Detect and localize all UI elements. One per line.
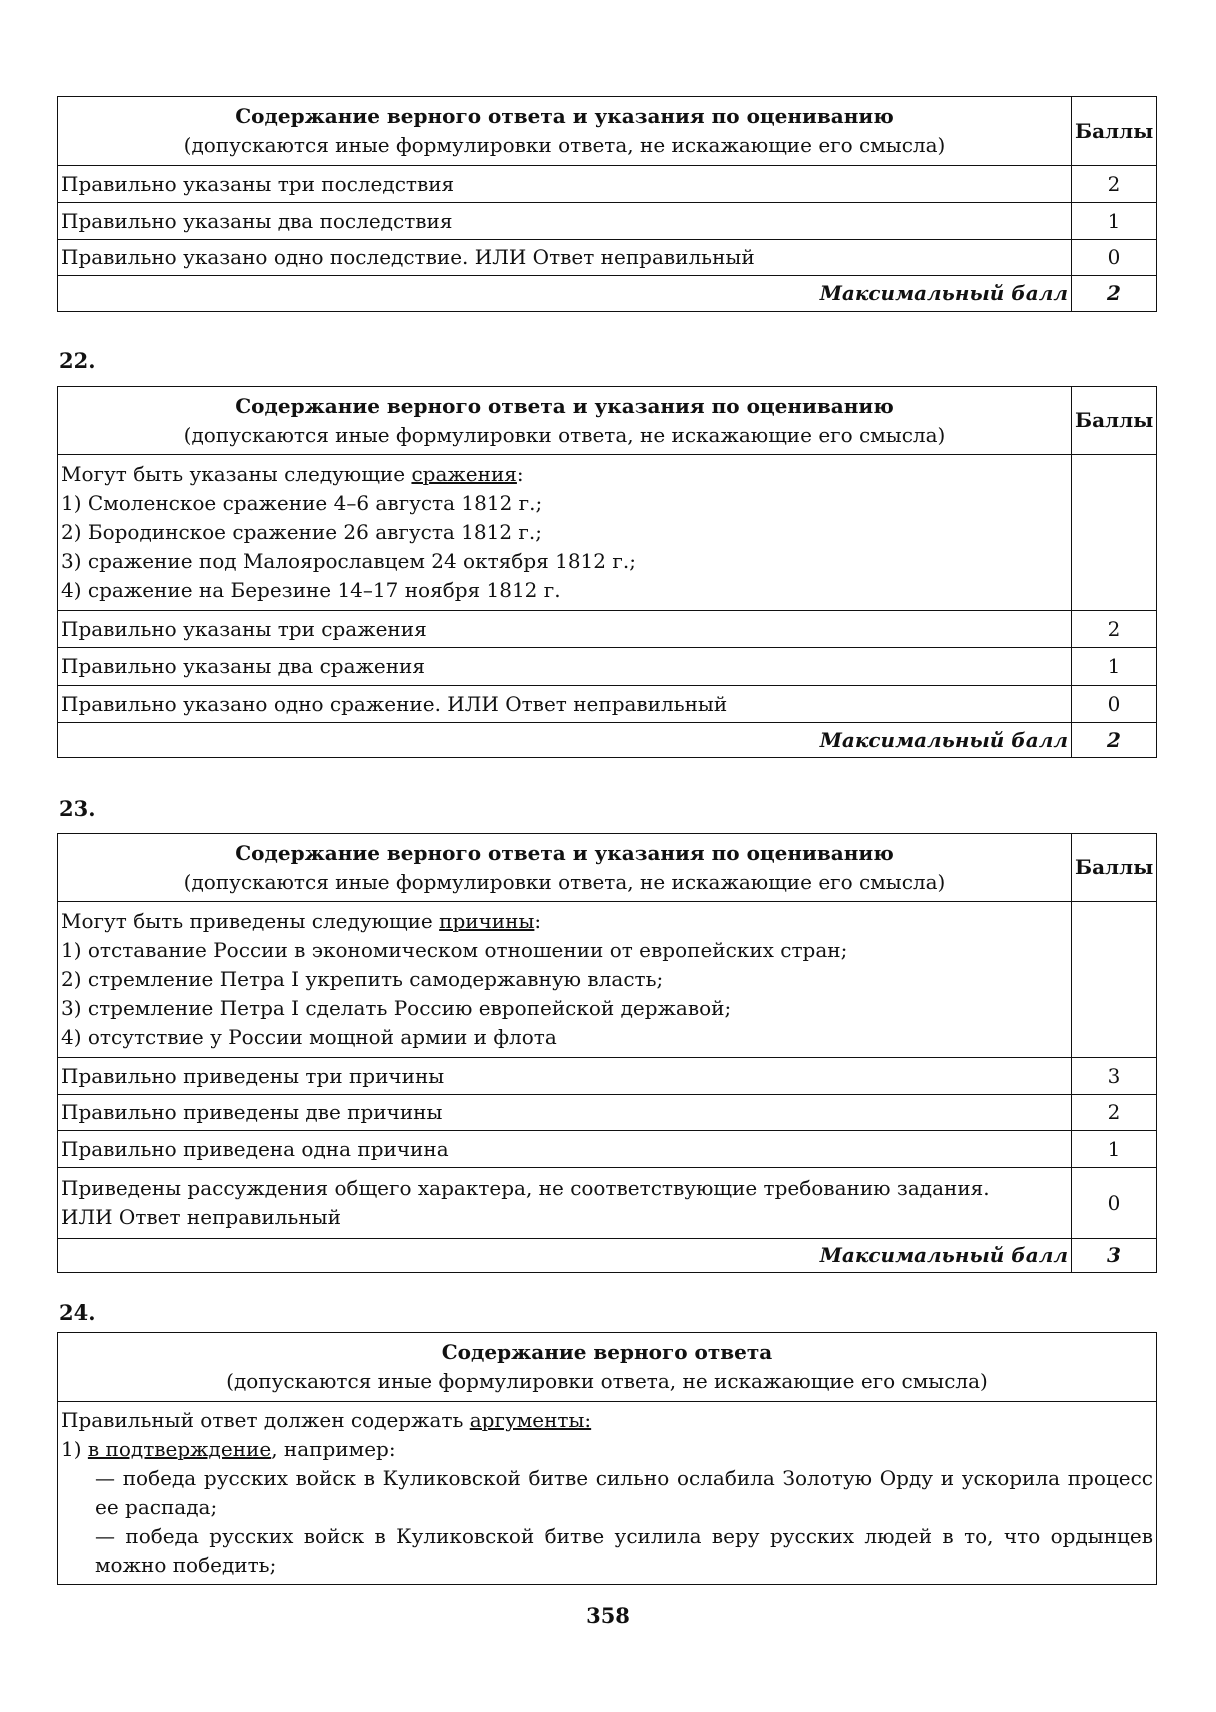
item-text: , например: — [271, 1437, 396, 1461]
points: 2 — [1072, 611, 1157, 648]
item-underlined: в подтверждение — [87, 1437, 272, 1461]
points: 2 — [1072, 1095, 1157, 1131]
item-number: 1) — [61, 1437, 88, 1461]
header-subtitle: (допускаются иные формулировки ответа, не искажающие его смысла) — [183, 133, 946, 157]
task-number: 22. — [59, 348, 96, 373]
empty-points — [1072, 902, 1157, 1058]
table-header — [58, 97, 1072, 166]
criterion: Правильно приведены две причины — [58, 1095, 1072, 1131]
scoring-table-23 — [57, 833, 1157, 1273]
argument-bullet: — победа русских войск в Куликовской битве сильно ослабила Золотую Орду и ускорила процесс ее распада; — [95, 1466, 1153, 1519]
criterion: Правильно указаны три сражения — [58, 611, 1072, 648]
table-header — [58, 834, 1072, 902]
max-score-value: 3 — [1072, 1239, 1157, 1273]
header-title: Содержание верного ответа и указания по оцениванию — [235, 393, 894, 418]
table-header — [58, 1333, 1157, 1402]
criterion: Правильно указано одно последствие. ИЛИ Ответ неправильный — [58, 240, 1072, 276]
header-title: Содержание верного ответа и указания по оцениванию — [235, 104, 894, 128]
points: 1 — [1072, 203, 1157, 240]
intro-text: Могут быть приведены следующие — [61, 909, 440, 933]
intro-colon: : — [534, 909, 542, 933]
scoring-table-21 — [57, 96, 1157, 312]
intro-text: Могут быть указаны следующие — [61, 462, 412, 486]
criterion: Правильно приведены три причины — [58, 1058, 1072, 1095]
table-header — [58, 387, 1072, 455]
list-item: 4) сражение на Березине 14–17 ноября 1812 г. — [61, 578, 561, 602]
answer-table-24 — [57, 1332, 1157, 1585]
max-score-label: Максимальный балл — [58, 276, 1072, 312]
points: 0 — [1072, 686, 1157, 723]
criterion — [58, 1168, 1072, 1239]
answer-content — [58, 455, 1072, 611]
answer-content — [58, 1402, 1157, 1585]
list-item — [61, 1435, 1153, 1464]
criterion: Правильно указаны два последствия — [58, 203, 1072, 240]
criterion: Правильно указано одно сражение. ИЛИ Ответ неправильный — [58, 686, 1072, 723]
intro-text: Правильный ответ должен содержать — [61, 1408, 470, 1432]
criterion: Правильно указаны три последствия — [58, 166, 1072, 203]
header-subtitle: (допускаются иные формулировки ответа, не искажающие его смысла) — [183, 422, 946, 447]
header-title: Содержание верного ответа — [441, 1340, 773, 1364]
points: 3 — [1072, 1058, 1157, 1095]
points: 1 — [1072, 648, 1157, 686]
answer-intro — [61, 907, 1068, 936]
intro-underlined: аргументы: — [469, 1408, 592, 1432]
intro-underlined: сражения — [411, 462, 517, 486]
points: 2 — [1072, 166, 1157, 203]
points: 0 — [1072, 240, 1157, 276]
points-header: Баллы — [1072, 834, 1157, 902]
header-subtitle: (допускаются иные формулировки ответа, не искажающие его смысла) — [226, 1369, 988, 1393]
header-title: Содержание верного ответа и указания по оцениванию — [235, 840, 894, 865]
intro-underlined: причины — [439, 909, 535, 933]
header-subtitle: (допускаются иные формулировки ответа, не искажающие его смысла) — [183, 869, 946, 894]
page-number: 358 — [586, 1603, 630, 1628]
task-number: 24. — [59, 1300, 96, 1325]
scoring-table-22 — [57, 386, 1157, 758]
list-item: 3) стремление Петра I сделать Россию европейской державой; — [61, 996, 732, 1020]
empty-points — [1072, 455, 1157, 611]
max-score-label: Максимальный балл — [58, 1239, 1072, 1273]
points: 0 — [1072, 1168, 1157, 1239]
points-header: Баллы — [1072, 97, 1157, 166]
argument-bullet: — победа русских войск в Куликовской битве усилила веру русских людей в то, что ордынцев можно победить; — [95, 1524, 1153, 1577]
points: 1 — [1072, 1131, 1157, 1168]
criterion: Правильно приведена одна причина — [58, 1131, 1072, 1168]
answer-intro — [61, 1406, 1153, 1435]
list-item: 3) сражение под Малоярославцем 24 октября 1812 г.; — [61, 549, 636, 573]
max-score-value: 2 — [1072, 723, 1157, 758]
max-score-value: 2 — [1072, 276, 1157, 312]
criterion: Правильно указаны два сражения — [58, 648, 1072, 686]
list-item: 1) отставание России в экономическом отношении от европейских стран; — [61, 938, 848, 962]
answer-content — [58, 902, 1072, 1058]
task-number: 23. — [59, 796, 96, 821]
criterion-line: Приведены рассуждения общего характера, не соответствующие требованию задания. — [61, 1176, 990, 1200]
max-score-label: Максимальный балл — [58, 723, 1072, 758]
list-item: 1) Смоленское сражение 4–6 августа 1812 г.; — [61, 491, 543, 515]
list-item: 2) Бородинское сражение 26 августа 1812 г.; — [61, 520, 543, 544]
intro-colon: : — [516, 462, 524, 486]
list-item: 2) стремление Петра I укрепить самодержавную власть; — [61, 967, 664, 991]
criterion-line: ИЛИ Ответ неправильный — [61, 1205, 341, 1229]
points-header: Баллы — [1072, 387, 1157, 455]
answer-intro — [61, 460, 1068, 489]
list-item: 4) отсутствие у России мощной армии и флота — [61, 1025, 557, 1049]
